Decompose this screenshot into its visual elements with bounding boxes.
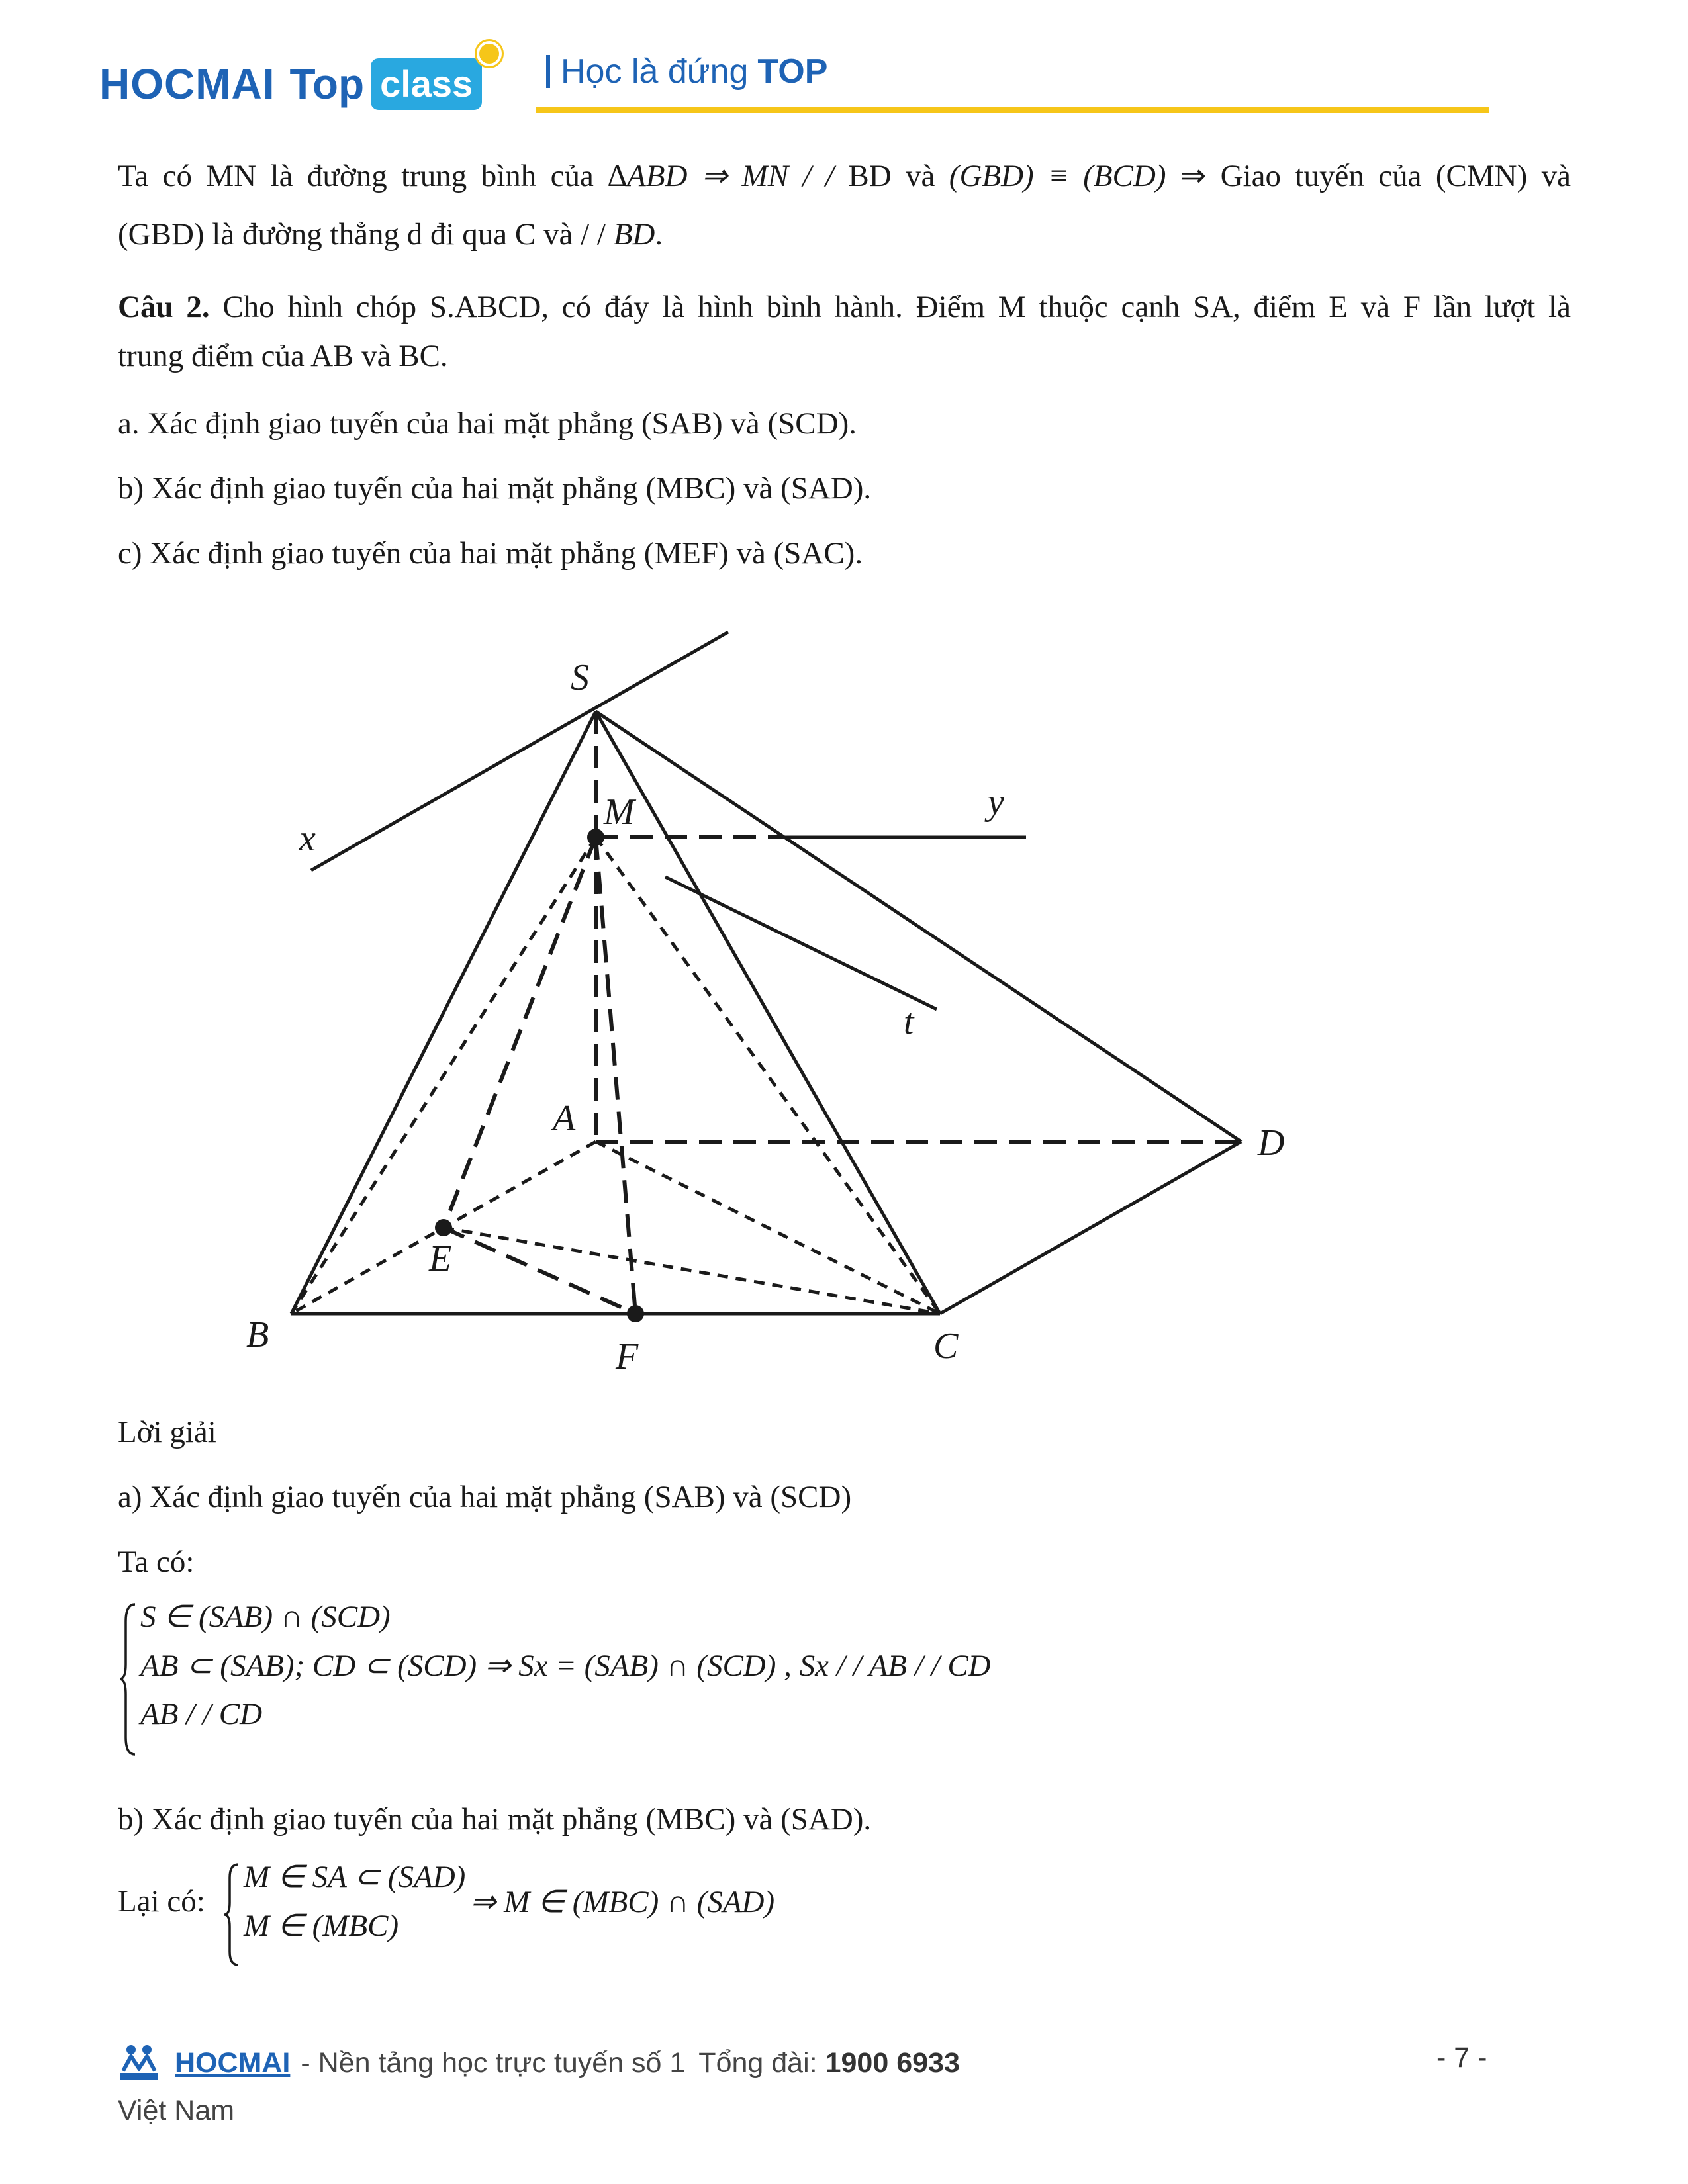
- footer-tagline: - Nền tảng học trực tuyến số 1: [301, 2046, 686, 2079]
- system-of-equations-2: [118, 1858, 1045, 1971]
- intro-text: .: [655, 217, 663, 251]
- sys2-result: ⇒ M ∈ (MBC) ∩ (SAD): [470, 1885, 775, 1919]
- brace-icon: [222, 1862, 241, 1968]
- label-y: y: [988, 782, 1004, 823]
- sys1-row-3: AB / / CD: [140, 1697, 263, 1731]
- point-e: [435, 1219, 452, 1236]
- lai-co-label: Lại có:: [118, 1884, 205, 1919]
- solution-title: Lời giải: [118, 1415, 216, 1449]
- page-number: - 7 -: [1436, 2042, 1487, 2073]
- footer-brand-link[interactable]: HOCMAI: [175, 2046, 291, 2079]
- solution-part-b: b) Xác định giao tuyến của hai mặt phẳng (MBC) và (SAD).: [118, 1802, 872, 1837]
- line-me: [444, 837, 596, 1228]
- sys1-row-2: AB ⊂ (SAB); CD ⊂ (SCD) ⇒ Sx = (SAB) ∩ (SCD) , Sx / / AB / / CD: [140, 1649, 991, 1683]
- slogan-prefix: Học là đứng: [561, 52, 749, 91]
- logo-top-text: Top: [289, 60, 365, 108]
- sys2-row-2: M ∈ (MBC): [244, 1909, 399, 1943]
- point-f: [627, 1305, 644, 1322]
- label-c: C: [933, 1326, 959, 1367]
- point-m: [587, 829, 604, 846]
- intro-math: (GBD) ≡ (BCD): [949, 159, 1166, 193]
- question-part-c: c) Xác định giao tuyến của hai mặt phẳng (MEF) và (SAC).: [118, 536, 863, 570]
- intro-text: BD và: [848, 159, 949, 193]
- label-f: F: [616, 1336, 639, 1377]
- label-a: A: [553, 1098, 576, 1139]
- intro-math: ∆ABD ⇒ MN / /: [608, 159, 849, 193]
- intro-text: Ta có MN là đường trung bình của: [118, 159, 594, 193]
- hocmai-icon: [118, 2042, 160, 2084]
- footer-hotline-label: Tổng đài:: [698, 2046, 818, 2079]
- line-ef: [444, 1228, 635, 1314]
- sys2-row-1: M ∈ SA ⊂ (SAD): [244, 1860, 466, 1894]
- footer-hotline: 1900 6933: [825, 2046, 960, 2079]
- edge-sc: [596, 711, 940, 1314]
- question-label: Câu 2.: [118, 290, 210, 324]
- label-m: M: [604, 792, 635, 833]
- intro-math: BD: [613, 217, 655, 251]
- label-t: t: [904, 1001, 914, 1042]
- edge-sd: [596, 711, 1241, 1142]
- question-text: Cho hình chóp S.ABCD, có đáy là hình bình hành. Điểm M thuộc cạnh SA, điểm E và F lần lượt là: [209, 290, 1571, 324]
- footer-country: Việt Nam: [118, 2095, 235, 2126]
- solution-ta-co: Ta có:: [118, 1545, 195, 1579]
- label-b: B: [246, 1314, 269, 1355]
- label-s: S: [571, 657, 589, 698]
- system-of-equations-1: [118, 1598, 1111, 1757]
- label-e: E: [429, 1238, 452, 1279]
- line-ec: [444, 1228, 940, 1314]
- label-x: x: [299, 818, 316, 859]
- footer: [118, 2042, 960, 2084]
- intro-text: (GBD) là đường thẳng d đi qua C và / /: [118, 217, 614, 251]
- logo-hocmai-text: HOCMAI: [99, 60, 275, 108]
- line-mf: [596, 837, 635, 1314]
- label-d: D: [1258, 1122, 1285, 1163]
- edge-cd: [940, 1142, 1241, 1314]
- logo-class-text: class: [380, 63, 473, 105]
- solution-part-a: a) Xác định giao tuyến của hai mặt phẳng (SAB) và (SCD): [118, 1480, 852, 1514]
- slogan-top: TOP: [757, 52, 828, 91]
- question-line-2: trung điểm của AB và BC.: [118, 339, 448, 373]
- brace-icon: [118, 1602, 138, 1757]
- edge-ac: [596, 1142, 940, 1314]
- intro-text: ⇒ Giao tuyến của (CMN) và: [1166, 159, 1571, 193]
- question-part-a: a. Xác định giao tuyến của hai mặt phẳng (SAB) và (SCD).: [118, 406, 857, 441]
- sys1-row-1: S ∈ (SAB) ∩ (SCD): [140, 1600, 391, 1634]
- line-mc: [596, 837, 940, 1314]
- question-part-b: b) Xác định giao tuyến của hai mặt phẳng (MBC) và (SAD).: [118, 471, 872, 506]
